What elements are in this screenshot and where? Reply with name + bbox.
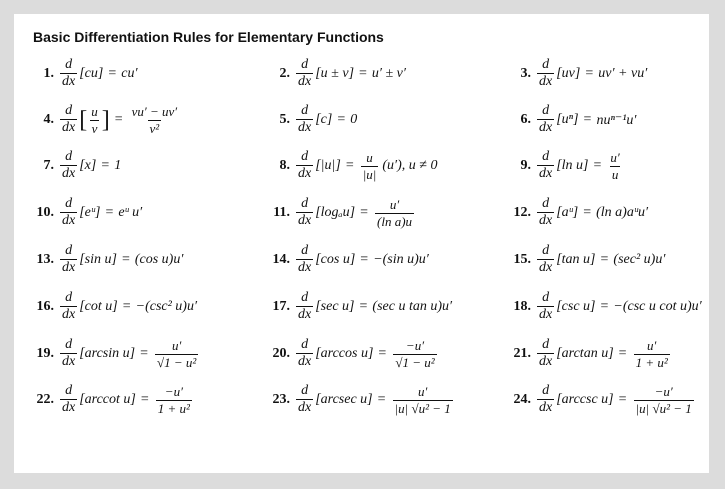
rule-lhs: [|u|] [315, 158, 341, 173]
equals-sign: = [337, 112, 346, 127]
rule-lhs-fraction [89, 105, 100, 135]
rule-number: 22. [36, 392, 54, 407]
rhs-numerator: −u′ [654, 383, 673, 399]
derivative-operator [60, 244, 77, 275]
equals-sign: = [114, 112, 123, 127]
ddx-bottom: dx [539, 260, 553, 275]
ddx-bottom: dx [62, 120, 76, 135]
ddx-bottom: dx [298, 213, 312, 228]
lhs-denominator: v [91, 120, 98, 136]
rhs-denominator: 1 + u² [635, 354, 668, 370]
equals-sign: = [360, 205, 369, 220]
ddx-top: d [542, 243, 550, 259]
rule-6 [509, 98, 637, 142]
rhs-numerator: −u′ [164, 383, 183, 399]
ddx-bottom: dx [62, 74, 76, 89]
ddx-top: d [301, 290, 309, 306]
rule-number: 24. [513, 392, 531, 407]
rule-9 [509, 144, 624, 188]
rule-lhs: [cos u] [315, 252, 356, 267]
rule-rhs: nuⁿ⁻¹u′ [596, 112, 637, 128]
ddx-top: d [542, 196, 550, 212]
rhs-numerator: vu′ − uv′ [131, 103, 178, 119]
ddx-top: d [65, 103, 73, 119]
derivative-operator [537, 58, 554, 89]
rule-rhs-fraction [130, 105, 180, 135]
rule-number: 7. [43, 158, 54, 173]
derivative-operator [60, 150, 77, 181]
derivative-operator [60, 384, 77, 415]
equals-sign: = [377, 392, 386, 407]
ddx-bottom: dx [62, 354, 76, 369]
rule-number: 16. [36, 299, 54, 314]
ddx-bottom: dx [62, 213, 76, 228]
ddx-top: d [542, 337, 550, 353]
derivative-operator [296, 244, 313, 275]
rule-rhs-fraction [155, 339, 198, 369]
rule-number: 5. [279, 112, 290, 127]
rule-number: 20. [272, 346, 290, 361]
rule-rhs: (sec² u)u′ [613, 252, 666, 267]
rhs-denominator: 1 + u² [157, 400, 190, 416]
ddx-top: d [542, 57, 550, 73]
rule-number: 13. [36, 252, 54, 267]
rule-rhs: −(csc² u)u′ [135, 299, 198, 314]
ddx-top: d [65, 383, 73, 399]
derivative-operator [296, 150, 313, 181]
derivative-operator [537, 291, 554, 322]
ddx-bottom: dx [298, 120, 312, 135]
rule-lhs: [cu] [79, 66, 104, 81]
ddx-top: d [542, 149, 550, 165]
ddx-top: d [301, 383, 309, 399]
derivative-operator [537, 150, 554, 181]
rule-number: 10. [36, 205, 54, 220]
equals-sign: = [140, 392, 149, 407]
rule-number: 23. [272, 392, 290, 407]
rhs-denominator: √1 − u² [395, 354, 435, 370]
derivative-operator [296, 291, 313, 322]
rule-lhs: [u ± v] [315, 66, 355, 81]
rhs-numerator: −u′ [405, 337, 425, 353]
rule-lhs: [uv] [556, 66, 581, 81]
ddx-bottom: dx [539, 74, 553, 89]
rule-4: 4. $\frac{d}{dx}$ [ $\frac{u}{v}$ ] = $\frac{vu' - uv'}{\text{v²}}$ [32, 98, 181, 142]
ddx-top: d [65, 243, 73, 259]
rhs-numerator: u′ [172, 337, 182, 353]
derivative-operator [296, 197, 313, 228]
rule-23 [268, 378, 455, 422]
rule-rhs-fraction [375, 198, 414, 228]
rule-rhs-fraction [393, 385, 453, 415]
ddx-bottom: dx [298, 166, 312, 181]
ddx-top: d [542, 103, 550, 119]
rule-lhs: [c] [315, 112, 333, 127]
derivative-operator [296, 104, 313, 135]
rule-rhs-fraction [156, 385, 192, 415]
rule-lhs: [arctan u] [556, 346, 614, 361]
rhs-denominator: (ln a)u [377, 213, 413, 229]
rule-20 [268, 332, 439, 376]
ddx-top: d [65, 57, 73, 73]
equals-sign: = [345, 158, 354, 173]
ddx-top: d [301, 149, 309, 165]
ddx-bottom: dx [539, 120, 553, 135]
rhs-denominator: |u| [362, 166, 377, 182]
rule-lhs: [arccot u] [79, 392, 136, 407]
equals-sign: = [618, 346, 627, 361]
derivative-operator [296, 58, 313, 89]
ddx-bottom: dx [539, 354, 553, 369]
rhs-denominator: |u| √u² − 1 [635, 400, 692, 416]
rule-number: 18. [513, 299, 531, 314]
ddx-top: d [65, 149, 73, 165]
rule-number: 11. [273, 205, 290, 220]
rule-21 [509, 332, 672, 376]
rule-lhs: [csc u] [556, 299, 596, 314]
equals-sign: = [122, 299, 131, 314]
lhs-numerator: u [91, 103, 98, 119]
rule-2 [268, 52, 406, 96]
equals-sign: = [585, 66, 594, 81]
rule-number: 9. [520, 158, 531, 173]
rule-lhs: [uⁿ] [556, 112, 579, 127]
ddx-bottom: dx [298, 260, 312, 275]
rule-rhs-tail: (u′), u ≠ 0 [382, 158, 438, 173]
equals-sign: = [618, 392, 627, 407]
rule-12 [509, 191, 648, 235]
rule-rhs-fraction [634, 385, 694, 415]
rule-1 [32, 52, 138, 96]
ddx-bottom: dx [62, 260, 76, 275]
rhs-denominator: √1 − u² [157, 354, 197, 370]
ddx-bottom: dx [539, 307, 553, 322]
ddx-bottom: dx [298, 354, 312, 369]
rule-rhs: u′ ± v′ [371, 66, 406, 81]
rule-lhs: [logₐu] [315, 205, 356, 220]
rule-lhs: [ln u] [556, 158, 589, 173]
derivative-operator [296, 338, 313, 369]
page-title: Basic Differentiation Rules for Elementary Functions [33, 29, 384, 45]
derivative-operator [537, 244, 554, 275]
derivative-operator [60, 338, 77, 369]
derivative-operator [537, 197, 554, 228]
rule-number: 17. [272, 299, 290, 314]
rule-number: 15. [513, 252, 531, 267]
ddx-bottom: dx [62, 307, 76, 322]
rule-rhs: −(sin u)u′ [373, 252, 429, 267]
ddx-bottom: dx [298, 307, 312, 322]
rule-15 [509, 238, 665, 282]
rule-lhs: [arccsc u] [556, 392, 614, 407]
rule-rhs: −(csc u cot u)u′ [613, 299, 702, 314]
equals-sign: = [360, 252, 369, 267]
ddx-bottom: dx [539, 400, 553, 415]
rule-18 [509, 285, 702, 329]
rule-lhs: [cot u] [79, 299, 118, 314]
rule-10 [32, 191, 142, 235]
rule-lhs: [aᵘ] [556, 205, 579, 220]
ddx-top: d [301, 243, 309, 259]
rule-lhs: [sec u] [315, 299, 355, 314]
rule-19 [32, 332, 200, 376]
ddx-top: d [301, 57, 309, 73]
rules-panel [14, 14, 709, 473]
rule-number: 8. [279, 158, 290, 173]
ddx-top: d [301, 196, 309, 212]
rule-lhs: [arcsin u] [79, 346, 136, 361]
rule-11 [268, 191, 416, 235]
rule-number: 3. [520, 66, 531, 81]
derivative-operator [60, 58, 77, 89]
rule-13 [32, 238, 183, 282]
rule-number: 14. [272, 252, 290, 267]
rule-7 [32, 144, 121, 188]
ddx-top: d [301, 103, 309, 119]
equals-sign: = [140, 346, 149, 361]
equals-sign: = [101, 158, 110, 173]
rule-16 [32, 285, 197, 329]
ddx-bottom: dx [539, 166, 553, 181]
rule-rhs-fraction [608, 151, 621, 181]
rule-rhs: 1 [114, 158, 122, 173]
rule-rhs: cu′ [121, 66, 138, 81]
rule-number: 6. [520, 112, 531, 127]
rule-17 [268, 285, 452, 329]
rule-rhs: (ln a)aᵘu′ [596, 205, 649, 220]
ddx-top: d [65, 196, 73, 212]
equals-sign: = [359, 299, 368, 314]
rule-rhs: 0 [350, 112, 358, 127]
derivative-operator [537, 384, 554, 415]
rule-number: 12. [513, 205, 531, 220]
equals-sign: = [600, 252, 609, 267]
rhs-numerator: u [366, 149, 373, 165]
ddx-bottom: dx [539, 213, 553, 228]
rule-lhs: [eᵘ] [79, 205, 101, 220]
rule-lhs: [arccos u] [315, 346, 374, 361]
equals-sign: = [108, 66, 117, 81]
ddx-top: d [65, 290, 73, 306]
rule-rhs-fraction [361, 151, 379, 181]
ddx-bottom: dx [62, 400, 76, 415]
equals-sign: = [105, 205, 114, 220]
equals-sign: = [121, 252, 130, 267]
rule-8 [268, 144, 437, 188]
derivative-operator [537, 338, 554, 369]
equals-sign: = [583, 205, 592, 220]
rule-lhs: [tan u] [556, 252, 596, 267]
rule-number: 1. [43, 66, 54, 81]
equals-sign: = [593, 158, 602, 173]
equals-sign: = [600, 299, 609, 314]
rhs-numerator: u′ [646, 337, 657, 353]
derivative-operator [60, 104, 77, 135]
rule-5 [268, 98, 357, 142]
rule-number: 4. [43, 112, 54, 127]
derivative-operator [60, 291, 77, 322]
rule-lhs: [x] [79, 158, 97, 173]
rule-22 [32, 378, 194, 422]
rhs-numerator: u′ [417, 383, 428, 399]
rhs-denominator: v² [149, 120, 160, 136]
rhs-numerator: u′ [389, 196, 400, 212]
rule-rhs: (sec u tan u)u′ [372, 299, 453, 314]
rule-rhs-fraction [393, 339, 436, 369]
ddx-bottom: dx [298, 400, 312, 415]
rule-rhs: eᵘ u′ [118, 205, 143, 220]
rhs-denominator: |u| √u² − 1 [394, 400, 451, 416]
rule-number: 21. [513, 346, 531, 361]
rule-14 [268, 238, 429, 282]
derivative-operator [296, 384, 313, 415]
equals-sign: = [583, 112, 592, 127]
ddx-top: d [542, 290, 550, 306]
rule-rhs: uv′ + vu′ [598, 66, 648, 81]
rule-lhs: [sin u] [79, 252, 117, 267]
ddx-top: d [65, 337, 73, 353]
equals-sign: = [378, 346, 387, 361]
rule-24 [509, 378, 696, 422]
ddx-top: d [542, 383, 550, 399]
rule-rhs-fraction [634, 339, 670, 369]
rhs-numerator: u′ [610, 149, 620, 165]
equals-sign: = [359, 66, 367, 81]
rule-number: 19. [36, 346, 54, 361]
rule-rhs: (cos u)u′ [134, 252, 184, 267]
ddx-top: d [301, 337, 309, 353]
derivative-operator [60, 197, 77, 228]
rule-lhs: [arcsec u] [315, 392, 373, 407]
rule-number: 2. [279, 66, 290, 81]
ddx-bottom: dx [62, 166, 76, 181]
ddx-bottom: dx [298, 74, 312, 89]
rule-3 [509, 52, 647, 96]
derivative-operator [537, 104, 554, 135]
rhs-denominator: u [611, 166, 619, 182]
